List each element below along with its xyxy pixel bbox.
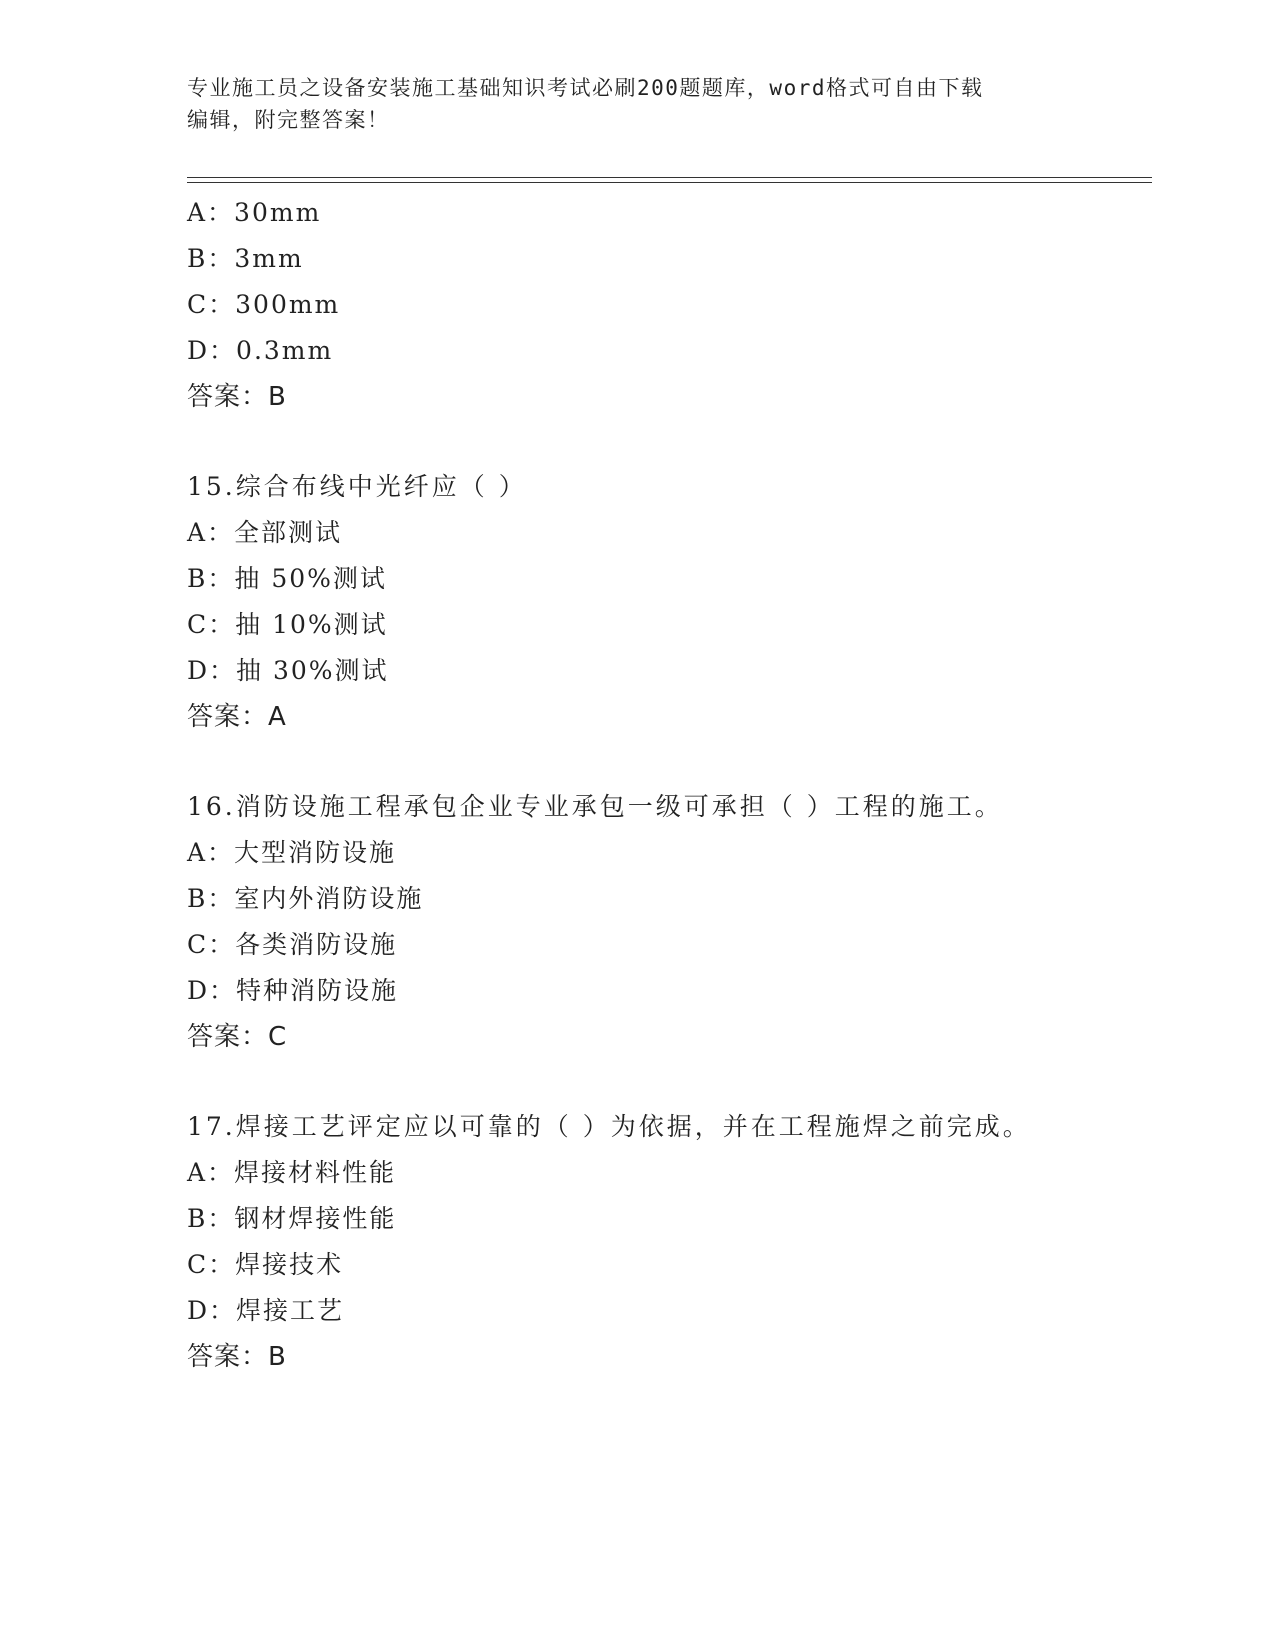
option-a: A：30mm [187,198,322,227]
header-line-1: 专业施工员之设备安装施工基础知识考试必刷200题题库，word格式可自由下载 [187,76,984,100]
option-d: D：特种消防设施 [187,976,399,1005]
option-c: C：各类消防设施 [187,930,398,959]
answer-line: 答案：B [187,1342,287,1372]
option-b: B：3mm [187,244,304,273]
question-17 [187,1104,1152,1380]
answer-line: 答案：A [187,702,287,732]
option-d: D：0.3mm [187,336,334,365]
question-spacer [187,420,1152,464]
option-a: A：焊接材料性能 [187,1158,397,1187]
question-list [187,190,1152,1380]
question-title: 15.综合布线中光纤应（ ） [187,472,527,501]
answer-line: 答案：C [187,1022,288,1052]
option-b: B：抽 50%测试 [187,564,387,593]
question-spacer [187,1060,1152,1104]
option-d: D：焊接工艺 [187,1296,345,1325]
option-c: C：300mm [187,290,341,319]
answer-line: 答案：B [187,382,287,412]
option-c: C：焊接技术 [187,1250,344,1279]
question-16 [187,784,1152,1060]
header-double-rule [187,177,1152,183]
option-a: A：全部测试 [187,518,343,547]
document-header [187,72,1067,136]
question-spacer [187,740,1152,784]
option-b: B：钢材焊接性能 [187,1204,397,1233]
question-title: 16.消防设施工程承包企业专业承包一级可承担（ ）工程的施工。 [187,792,1003,821]
header-line-2: 编辑，附完整答案！ [187,108,390,132]
option-c: C：抽 10%测试 [187,610,388,639]
question-title: 17.焊接工艺评定应以可靠的（ ）为依据，并在工程施焊之前完成。 [187,1112,1031,1141]
option-b: B：室内外消防设施 [187,884,424,913]
question-14 [187,190,1152,420]
option-d: D：抽 30%测试 [187,656,389,685]
option-a: A：大型消防设施 [187,838,397,867]
question-15 [187,464,1152,740]
